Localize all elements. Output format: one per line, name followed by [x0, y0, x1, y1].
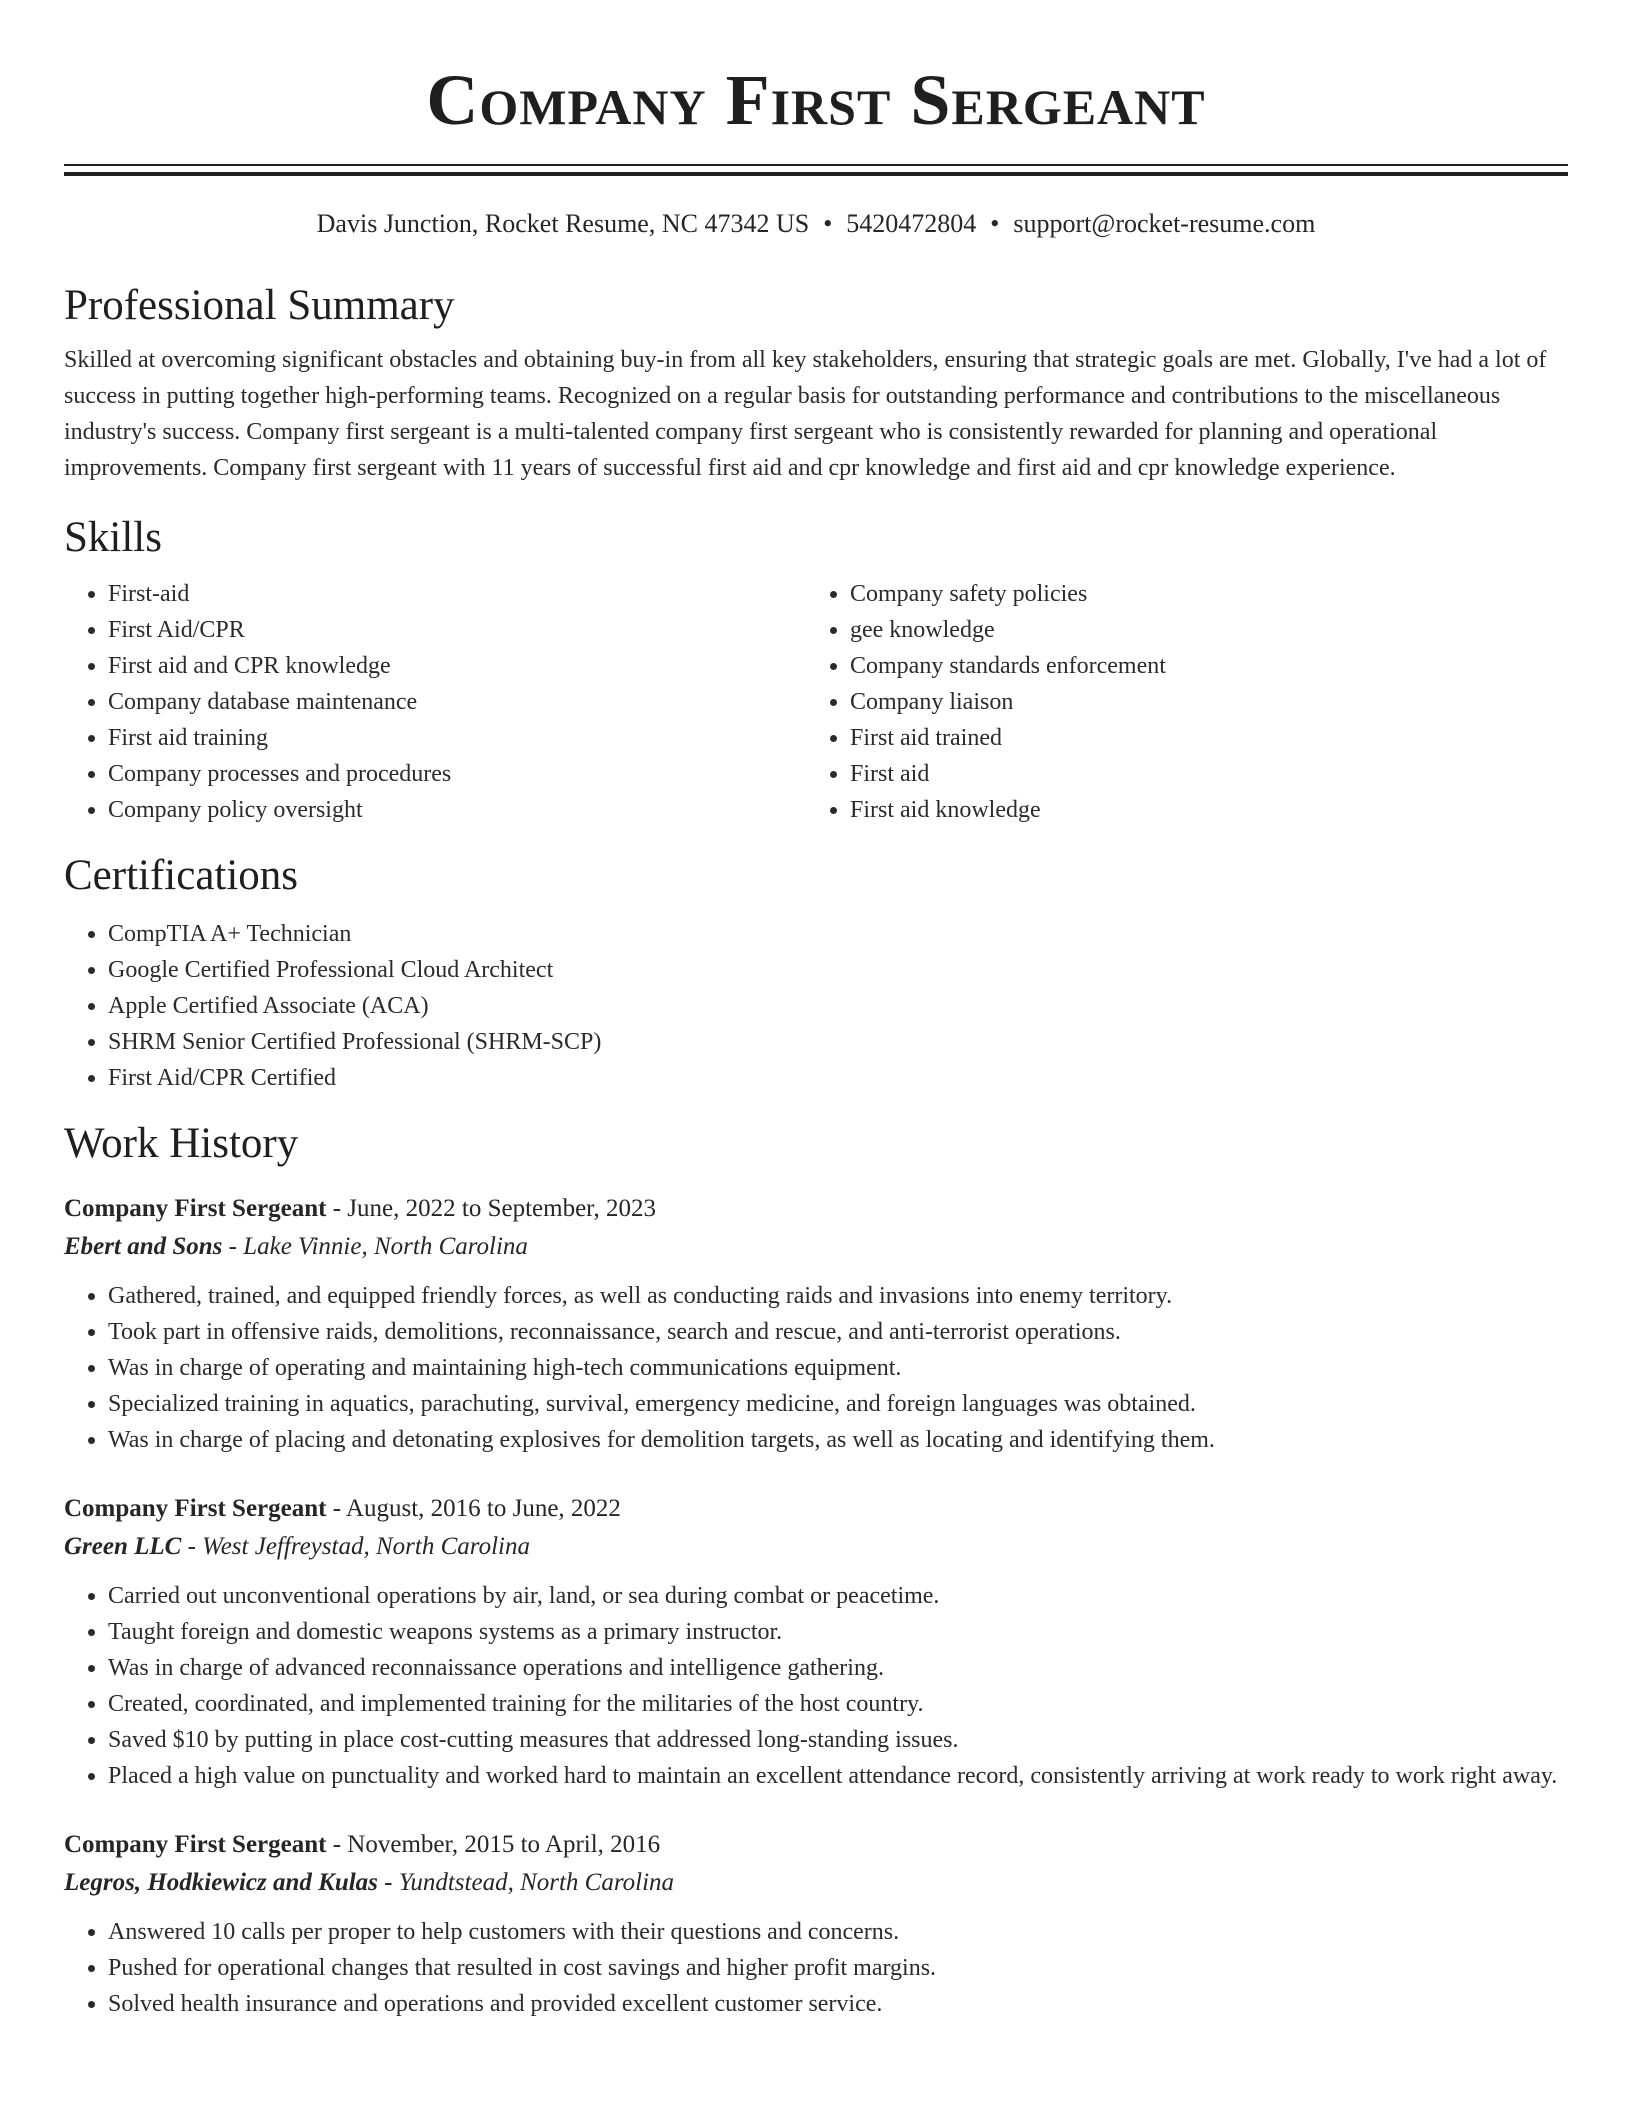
- job-duty: • Answered 10 calls per proper to help customers with their questions and concerns.: [108, 1914, 1568, 1950]
- job-duty: • Was in charge of advanced reconnaissance operations and intelligence gathering.: [108, 1650, 1568, 1686]
- job-duty: • Gathered, trained, and equipped friendly forces, as well as conducting raids and invasions into enemy territory.: [108, 1278, 1568, 1314]
- certifications-heading: Certifications: [64, 852, 299, 899]
- skill-item: • First aid training: [108, 720, 806, 756]
- job-company: Legros, Hodkiewicz and Kulas: [64, 1869, 378, 1896]
- job-duty: • Took part in offensive raids, demolitions, reconnaissance, search and rescue, and anti-terrorist operations.: [108, 1314, 1568, 1350]
- skill-item: • Company database maintenance: [108, 684, 806, 720]
- skills-heading: Skills: [64, 514, 162, 561]
- job-employer-line: [64, 1530, 1568, 1564]
- job-role: Company First Sergeant: [64, 1195, 327, 1222]
- contact-separator: •: [990, 209, 1000, 238]
- job-entry: [64, 1492, 1568, 1794]
- job-duty: • Pushed for operational changes that resulted in cost savings and higher profit margins.: [108, 1950, 1568, 1986]
- job-duty: • Taught foreign and domestic weapons systems as a primary instructor.: [108, 1614, 1568, 1650]
- skill-item: • Company processes and procedures: [108, 756, 806, 792]
- job-company: Ebert and Sons: [64, 1233, 223, 1260]
- certification-item: • First Aid/CPR Certified: [108, 1060, 1568, 1096]
- summary-text: Skilled at overcoming significant obstacles and obtaining buy-in from all key stakeholders, ensuring that strategic goals are met. Globally, I've had a lot of success in putting together high-performing teams. Recognized on a regular basis for outstanding performance and contributions to the miscellaneous industry's success. Company first sergeant is a multi-talented company first sergeant who is consistently rewarded for planning and operational improvements. Company first sergeant with 11 years of successful first aid and cpr knowledge and first aid and cpr knowledge experience.: [64, 347, 1547, 481]
- resume-name: Company First Sergeant: [426, 60, 1206, 140]
- skills-list-right: [806, 576, 1548, 828]
- skills-grid: [64, 576, 1568, 828]
- certification-item: • Apple Certified Associate (ACA): [108, 988, 1568, 1024]
- skill-item: • First aid and CPR knowledge: [108, 648, 806, 684]
- job-header: [64, 1192, 1568, 1226]
- job-employer-line: [64, 1230, 1568, 1264]
- job-entry: [64, 1192, 1568, 1458]
- skill-item: • Company policy oversight: [108, 792, 806, 828]
- job-entry: [64, 1828, 1568, 2022]
- summary-heading: Professional Summary: [64, 282, 455, 329]
- certification-item: • Google Certified Professional Cloud Architect: [108, 952, 1568, 988]
- skills-column-left: [64, 576, 806, 828]
- job-location: - Yundtstead, North Carolina: [377, 1869, 675, 1896]
- skills-list-left: [64, 576, 806, 828]
- contact-address: Davis Junction, Rocket Resume, NC 47342 US: [316, 209, 810, 238]
- job-location: - Lake Vinnie, North Carolina: [222, 1233, 528, 1260]
- contact-email: support@rocket-resume.com: [1013, 209, 1316, 238]
- job-duties-list: [64, 1578, 1568, 1794]
- job-duty: • Placed a high value on punctuality and worked hard to maintain an excellent attendance record, consistently arriving at work ready to work right away.: [108, 1758, 1568, 1794]
- certifications-list: [64, 916, 1568, 1096]
- job-location: - West Jeffreystad, North Carolina: [181, 1533, 530, 1560]
- skill-item: • First-aid: [108, 576, 806, 612]
- job-employer-line: [64, 1866, 1568, 1900]
- skill-item: • gee knowledge: [850, 612, 1548, 648]
- job-company: Green LLC: [64, 1533, 182, 1560]
- job-duty: • Specialized training in aquatics, parachuting, survival, emergency medicine, and foreign languages was obtained.: [108, 1386, 1568, 1422]
- job-role: Company First Sergeant: [64, 1495, 327, 1522]
- job-header: [64, 1492, 1568, 1526]
- job-duties-list: [64, 1278, 1568, 1458]
- header-divider: [64, 164, 1568, 176]
- skill-item: • First aid trained: [850, 720, 1548, 756]
- skill-item: • First Aid/CPR: [108, 612, 806, 648]
- contact-phone: 5420472804: [846, 209, 977, 238]
- job-dates: - November, 2015 to April, 2016: [326, 1831, 661, 1858]
- job-role: Company First Sergeant: [64, 1831, 327, 1858]
- skill-item: • Company safety policies: [850, 576, 1548, 612]
- work-history-heading: Work History: [64, 1120, 299, 1167]
- job-duty: • Created, coordinated, and implemented training for the militaries of the host country.: [108, 1686, 1568, 1722]
- job-duty: • Was in charge of placing and detonating explosives for demolition targets, as well as locating and identifying them.: [108, 1422, 1568, 1458]
- job-duty: • Solved health insurance and operations and provided excellent customer service.: [108, 1986, 1568, 2022]
- skill-item: • Company liaison: [850, 684, 1548, 720]
- contact-line: [64, 208, 1568, 240]
- skill-item: • Company standards enforcement: [850, 648, 1548, 684]
- job-header: [64, 1828, 1568, 1862]
- contact-separator: •: [823, 209, 833, 238]
- job-duty: • Carried out unconventional operations by air, land, or sea during combat or peacetime.: [108, 1578, 1568, 1614]
- job-dates: - August, 2016 to June, 2022: [326, 1495, 621, 1522]
- job-dates: - June, 2022 to September, 2023: [326, 1195, 656, 1222]
- certification-item: • CompTIA A+ Technician: [108, 916, 1568, 952]
- skill-item: • First aid: [850, 756, 1548, 792]
- certification-item: • SHRM Senior Certified Professional (SHRM-SCP): [108, 1024, 1568, 1060]
- job-duty: • Was in charge of operating and maintaining high-tech communications equipment.: [108, 1350, 1568, 1386]
- skills-column-right: [806, 576, 1548, 828]
- job-duties-list: [64, 1914, 1568, 2022]
- job-duty: • Saved $10 by putting in place cost-cutting measures that addressed long-standing issues.: [108, 1722, 1568, 1758]
- skill-item: • First aid knowledge: [850, 792, 1548, 828]
